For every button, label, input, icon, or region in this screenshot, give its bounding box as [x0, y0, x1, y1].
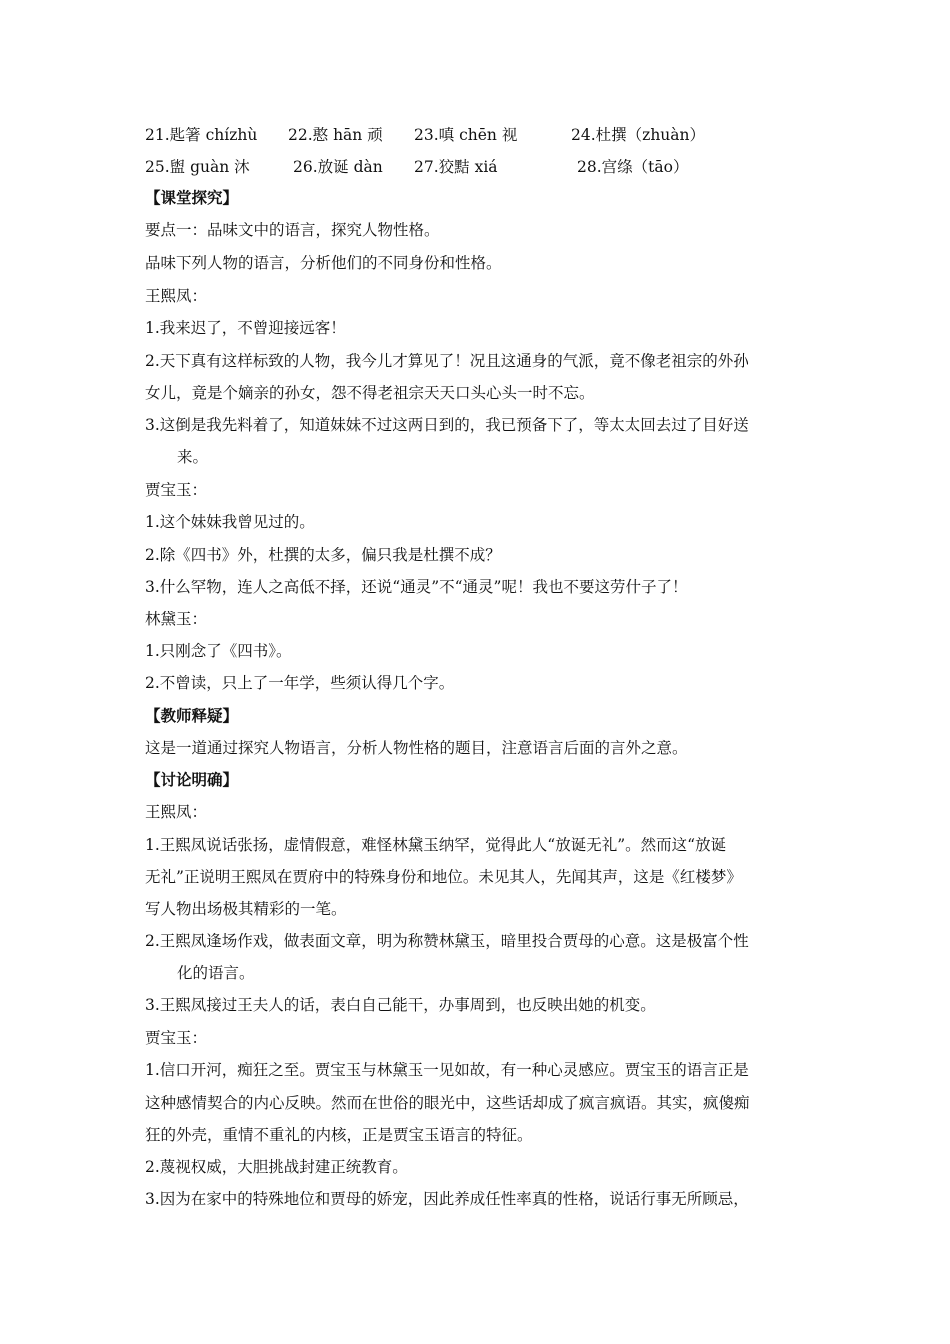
vocab-item: 26.放诞 dàn	[293, 158, 383, 176]
task-text: 品味下列人物的语言，分析他们的不同身份和性格。	[145, 254, 502, 272]
analysis-line: 2.蔑视权威，大胆挑战封建正统教育。	[145, 1158, 408, 1176]
quote-line: 1.我来迟了，不曾迎接远客！	[145, 319, 346, 337]
key-point: 要点一：品味文中的语言，探究人物性格。	[145, 221, 440, 239]
vocab-item: 25.盥 guàn 沐	[145, 158, 250, 176]
vocab-item: 23.嗔 chēn 视	[414, 126, 518, 144]
speaker-label: 贾宝玉：	[145, 1029, 208, 1047]
analysis-line: 写人物出场极其精彩的一笔。	[145, 900, 347, 918]
analysis-line: 1.王熙凤说话张扬，虚情假意，难怪林黛玉纳罕，觉得此人“放诞无礼”。然而这“放诞	[145, 836, 727, 854]
quote-line: 女儿，竟是个嫡亲的孙女，怨不得老祖宗天天口头心头一时不忘。	[145, 384, 595, 402]
analysis-line: 2.王熙凤逢场作戏，做表面文章，明为称赞林黛玉，暗里投合贾母的心意。这是极富个性	[145, 932, 749, 950]
vocab-item: 21.匙箸 chízhù	[145, 126, 258, 144]
quote-line: 3.这倒是我先料着了，知道妹妹不过这两日到的，我已预备下了，等太太回去过了目好送	[145, 416, 749, 434]
analysis-line: 这种感情契合的内心反映。然而在世俗的眼光中，这些话却成了疯言疯语。其实，疯傻痴	[145, 1094, 750, 1112]
analysis-line: 3.因为在家中的特殊地位和贾母的娇宠，因此养成任性率真的性格，说话行事无所顾忌，	[145, 1190, 749, 1208]
vocab-item: 22.憨 hān 顽	[288, 126, 383, 144]
vocab-item: 27.狡黠 xiá	[414, 158, 498, 176]
quote-line: 2.除《四书》外，杜撰的太多，偏只我是杜撰不成？	[145, 546, 501, 564]
section-heading-teacher: 【教师释疑】	[145, 706, 239, 725]
speaker-label: 王熙凤：	[145, 803, 208, 821]
analysis-line: 3.王熙凤接过王夫人的话，表白自己能干，办事周到，也反映出她的机变。	[145, 996, 656, 1014]
analysis-line: 1.信口开河，痴狂之至。贾宝玉与林黛玉一见如故，有一种心灵感应。贾宝玉的语言正是	[145, 1061, 749, 1079]
analysis-line: 化的语言。	[177, 964, 255, 982]
vocab-item: 24.杜撰（zhuàn）	[571, 126, 706, 144]
quote-line: 1.只刚念了《四书》。	[145, 642, 292, 660]
vocab-item: 28.宫绦（tāo）	[577, 158, 689, 176]
speaker-label: 贾宝玉：	[145, 481, 208, 499]
analysis-line: 狂的外壳，重情不重礼的内核，正是贾宝玉语言的特征。	[145, 1126, 533, 1144]
quote-line: 3.什么罕物，连人之高低不择，还说“通灵”不“通灵”呢！我也不要这劳什子了！	[145, 578, 688, 596]
quote-line: 2.天下真有这样标致的人物，我今儿才算见了！况且这通身的气派，竟不像老祖宗的外孙	[145, 352, 749, 370]
section-heading-explore: 【课堂探究】	[145, 188, 239, 207]
quote-line: 2.不曾读，只上了一年学，些须认得几个字。	[145, 674, 455, 692]
section-heading-discuss: 【讨论明确】	[145, 770, 239, 789]
teacher-note: 这是一道通过探究人物语言，分析人物性格的题目，注意语言后面的言外之意。	[145, 739, 688, 757]
speaker-label: 王熙凤：	[145, 287, 208, 305]
speaker-label: 林黛玉：	[145, 610, 208, 628]
analysis-line: 无礼”正说明王熙凤在贾府中的特殊身份和地位。未见其人，先闻其声，这是《红楼梦》	[145, 868, 742, 886]
quote-line: 1.这个妹妹我曾见过的。	[145, 513, 315, 531]
quote-line: 来。	[177, 448, 209, 466]
